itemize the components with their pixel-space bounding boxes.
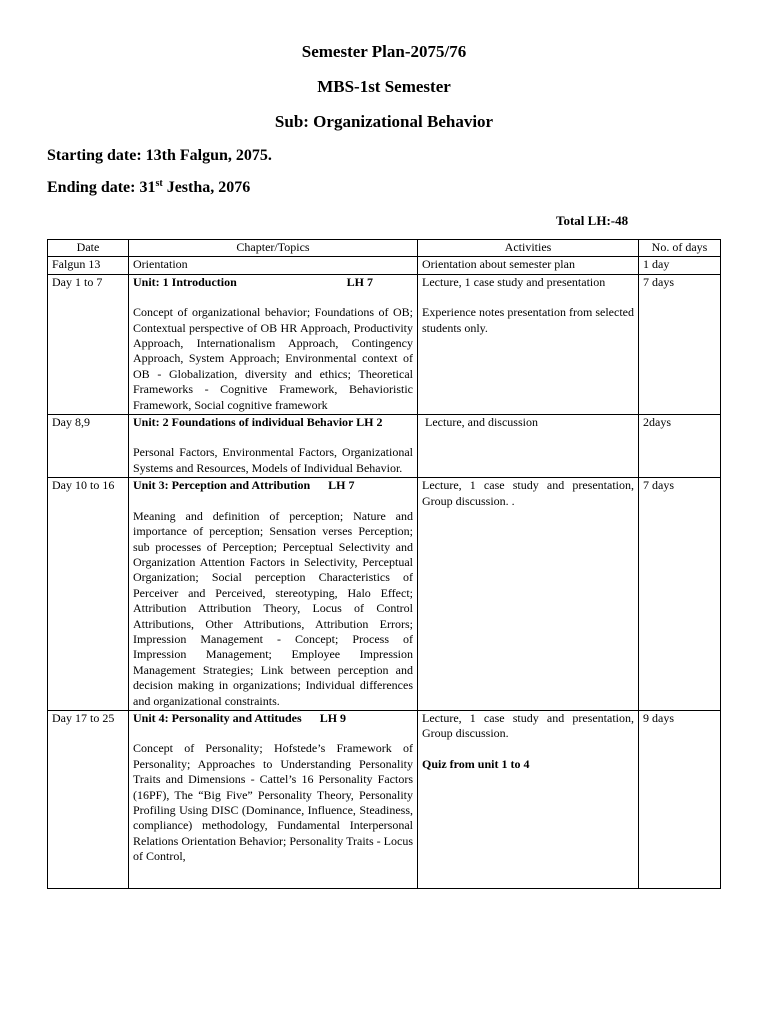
ending-date xyxy=(47,178,272,198)
row-activity xyxy=(418,415,639,478)
header-date: Date xyxy=(48,240,129,257)
starting-date: Starting date: 13th Falgun, 2075. xyxy=(47,147,272,164)
row-topic xyxy=(129,415,418,478)
row-date: Day 1 to 7 xyxy=(48,274,129,414)
unit-title: Unit: 1 Introduction xyxy=(133,274,237,289)
row-days: 1 day xyxy=(639,257,721,274)
row-topic xyxy=(129,478,418,711)
row-activity: Orientation about semester plan xyxy=(418,257,639,274)
row-date: Day 17 to 25 xyxy=(48,710,129,888)
row-topic xyxy=(129,274,418,414)
title-block xyxy=(0,42,768,147)
unit-heading xyxy=(133,275,413,290)
date-block xyxy=(47,146,272,210)
row-days: 2days xyxy=(639,415,721,478)
lecture-hours: LH 9 xyxy=(319,710,347,725)
unit-heading xyxy=(133,478,413,493)
unit-topics: Personal Factors, Environmental Factors, Organizational Systems and Resources, Models of Individual Behavior. xyxy=(133,445,413,475)
document-title: Semester Plan-2075/76 xyxy=(301,42,467,61)
header-activities: Activities xyxy=(418,240,639,257)
row-date: Falgun 13 xyxy=(48,257,129,274)
unit-title: Unit 4: Personality and Attitudes xyxy=(133,710,302,725)
unit-topics: Concept of Personality; Hofstede’s Framework of Personality; Approaches to Understanding Personality Traits and Dimensions - Cattel’s 16 Personality Factors (16PF), The “Big Five” Personality Theory, Personality Profiling Using DISC (Dominance, Influence, Steadiness, compliance) methodology, Fundamental Interpersonal Relations Orientation Behavior; Personality Traits - Locus of Control, xyxy=(133,741,413,864)
row-days: 9 days xyxy=(639,710,721,888)
activity-extra: Experience notes presentation from selected students only. xyxy=(422,305,634,335)
table-row xyxy=(48,710,721,888)
semester-plan-table xyxy=(47,239,721,889)
row-date: Day 10 to 16 xyxy=(48,478,129,711)
unit-heading xyxy=(133,711,413,726)
row-activity xyxy=(418,274,639,414)
row-topic xyxy=(129,710,418,888)
unit-title: Unit: 2 Foundations of individual Behavior LH 2 xyxy=(133,415,383,430)
row-days: 7 days xyxy=(639,478,721,711)
total-lecture-hours: Total LH:-48 xyxy=(556,213,629,228)
activity-quiz: Quiz from unit 1 to 4 xyxy=(422,756,530,771)
ending-date-prefix: Ending date: 31 xyxy=(47,179,156,196)
table-row xyxy=(48,274,721,414)
table-row xyxy=(48,478,721,711)
row-topic: Orientation xyxy=(129,257,418,274)
row-activity xyxy=(418,710,639,888)
activity-text: Lecture, and discussion xyxy=(425,415,538,430)
table-header-row xyxy=(48,240,721,257)
activity-text: Lecture, 1 case study and presentation, Group discussion. . xyxy=(422,478,634,508)
table-row xyxy=(48,415,721,478)
unit-topics: Concept of organizational behavior; Foundations of OB; Contextual perspective of OB HR Approach, Productivity Approach, Internationalism Approach, Contingency Approach, System Approach; Environmental context of OB - Globalization, diversity and ethics; Theoretical Frameworks - Cognitive Framework, Behavioristic Framework, Social cognitive framework xyxy=(133,305,413,412)
activity-text: Lecture, 1 case study and presentation, Group discussion. xyxy=(422,710,634,741)
unit-topics: Meaning and definition of perception; Nature and importance of perception; Sensation verses Perception; sub processes of Perception; Perceptual Selectivity and Organization Attention Factors in Selectivity, Perceptual Organization; Social perception Characteristics of Perceiver and Perceived, stereotyping, Halo Effect; Attribution Attribution Theory, Locus of Control Attributions, Other Attributions, Attribution Errors; Impression Management - Concept; Process of Impression Management; Employee Impression Management Strategies; Link between perception and decision making in organizations; Individual differences and organizational constraints. xyxy=(133,508,413,708)
activity-text: Lecture, 1 case study and presentation xyxy=(422,274,606,289)
header-topics: Chapter/Topics xyxy=(129,240,418,257)
unit-title: Unit 3: Perception and Attribution xyxy=(133,478,311,493)
row-days: 7 days xyxy=(639,274,721,414)
ending-date-suffix: Jestha, 2076 xyxy=(162,179,251,196)
header-days: No. of days xyxy=(639,240,721,257)
row-date: Day 8,9 xyxy=(48,415,129,478)
subject-title: Sub: Organizational Behavior xyxy=(274,112,494,131)
lecture-hours: LH 7 xyxy=(346,274,373,289)
table-row xyxy=(48,257,721,274)
row-activity xyxy=(418,478,639,711)
unit-clip xyxy=(133,711,413,887)
ending-date-sup: st xyxy=(155,178,163,189)
program-title: MBS-1st Semester xyxy=(317,77,451,96)
lecture-hours: LH 7 xyxy=(328,478,355,493)
